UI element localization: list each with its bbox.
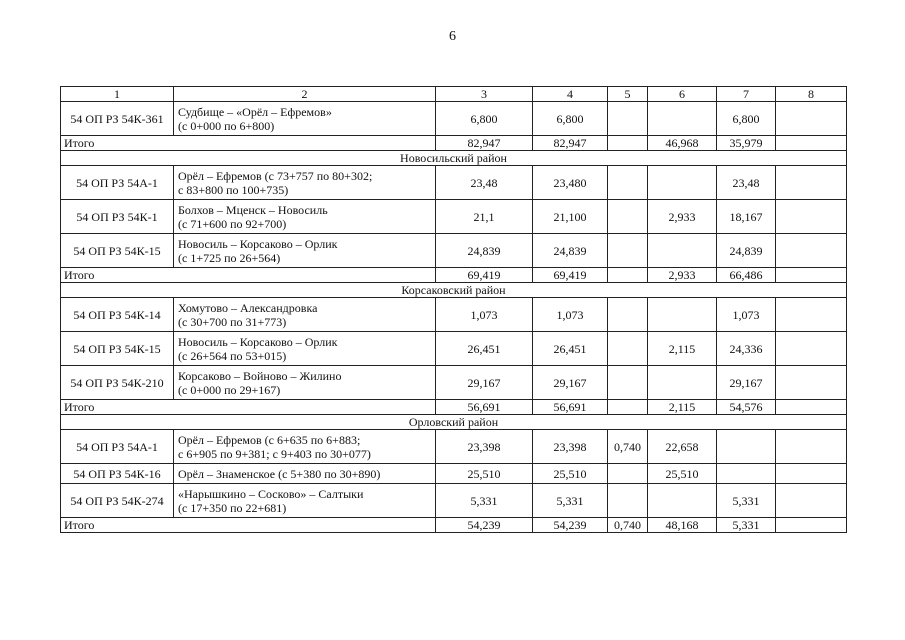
road-code: 54 ОП РЗ 54А-1 — [61, 430, 174, 464]
road-name-line: с 6+905 по 9+381; с 9+403 по 30+077) — [178, 446, 371, 461]
value-c3: 21,1 — [436, 200, 533, 234]
total-label: Итого — [61, 400, 436, 415]
road-name-line: Орёл – Знаменское (с 5+380 по 30+890) — [178, 466, 381, 481]
road-row — [61, 234, 847, 268]
value-c4: 23,398 — [533, 430, 608, 464]
value-c8 — [776, 102, 847, 136]
road-row — [61, 464, 847, 484]
value-c8 — [776, 332, 847, 366]
value-c3: 24,839 — [436, 234, 533, 268]
value-c3: 23,398 — [436, 430, 533, 464]
value-c3: 23,48 — [436, 166, 533, 200]
value-c5 — [608, 464, 648, 484]
road-code: 54 ОП РЗ 54К-210 — [61, 366, 174, 400]
value-c8 — [776, 464, 847, 484]
total-c5 — [608, 136, 648, 151]
total-row — [61, 518, 847, 533]
total-c3: 82,947 — [436, 136, 533, 151]
road-code: 54 ОП РЗ 54К-274 — [61, 484, 174, 518]
road-name-line: с 83+800 по 100+735) — [178, 182, 289, 197]
district-row — [61, 415, 847, 430]
road-name — [174, 430, 436, 464]
road-row — [61, 102, 847, 136]
road-name-line: Болхов – Мценск – Новосиль — [178, 202, 328, 217]
value-c8 — [776, 484, 847, 518]
total-label: Итого — [61, 136, 436, 151]
value-c8 — [776, 366, 847, 400]
value-c4: 29,167 — [533, 366, 608, 400]
district-row — [61, 283, 847, 298]
value-c7 — [717, 430, 776, 464]
road-name — [174, 298, 436, 332]
value-c6 — [648, 366, 717, 400]
road-name-line: (с 0+000 по 6+800) — [178, 118, 275, 133]
road-name — [174, 464, 436, 484]
total-c4: 56,691 — [533, 400, 608, 415]
value-c5 — [608, 234, 648, 268]
total-label: Итого — [61, 268, 436, 283]
total-c8 — [776, 400, 847, 415]
value-c7: 18,167 — [717, 200, 776, 234]
district-row — [61, 151, 847, 166]
road-name-line: Судбище – «Орёл – Ефремов» — [178, 104, 332, 119]
total-c6: 46,968 — [648, 136, 717, 151]
page-number: 6 — [449, 29, 456, 44]
road-row — [61, 166, 847, 200]
value-c5: 0,740 — [608, 430, 648, 464]
road-code: 54 ОП РЗ 54К-15 — [61, 332, 174, 366]
total-c6: 2,933 — [648, 268, 717, 283]
road-name-line: Новосиль – Корсаково – Орлик — [178, 334, 338, 349]
value-c4: 23,480 — [533, 166, 608, 200]
road-name-line: Новосиль – Корсаково – Орлик — [178, 236, 338, 251]
road-name-line: (с 0+000 по 29+167) — [178, 382, 281, 397]
value-c6: 2,115 — [648, 332, 717, 366]
road-name-line: Корсаково – Войново – Жилино — [178, 368, 342, 383]
value-c6 — [648, 484, 717, 518]
value-c4: 21,100 — [533, 200, 608, 234]
value-c3: 5,331 — [436, 484, 533, 518]
total-c6: 48,168 — [648, 518, 717, 533]
roads-table — [60, 86, 847, 533]
value-c3: 26,451 — [436, 332, 533, 366]
road-name-line: Хомутово – Александровка — [178, 300, 318, 315]
total-c8 — [776, 136, 847, 151]
road-name — [174, 366, 436, 400]
total-c7: 54,576 — [717, 400, 776, 415]
road-code: 54 ОП РЗ 54К-361 — [61, 102, 174, 136]
value-c6 — [648, 298, 717, 332]
value-c5 — [608, 102, 648, 136]
value-c4: 5,331 — [533, 484, 608, 518]
road-name-line: «Нарышкино – Сосково» – Салтыки — [178, 486, 364, 501]
total-row — [61, 400, 847, 415]
total-c4: 69,419 — [533, 268, 608, 283]
road-row — [61, 200, 847, 234]
value-c8 — [776, 200, 847, 234]
total-c7: 66,486 — [717, 268, 776, 283]
total-c5 — [608, 268, 648, 283]
road-row — [61, 366, 847, 400]
value-c5 — [608, 332, 648, 366]
road-row — [61, 332, 847, 366]
road-name-line: (с 71+600 по 92+700) — [178, 216, 287, 231]
road-code: 54 ОП РЗ 54К-15 — [61, 234, 174, 268]
total-c3: 69,419 — [436, 268, 533, 283]
value-c4: 1,073 — [533, 298, 608, 332]
road-code: 54 ОП РЗ 54К-1 — [61, 200, 174, 234]
district-name: Новосильский район — [61, 151, 847, 166]
road-code: 54 ОП РЗ 54А-1 — [61, 166, 174, 200]
value-c5 — [608, 484, 648, 518]
district-name: Орловский район — [61, 415, 847, 430]
value-c6: 22,658 — [648, 430, 717, 464]
value-c7: 29,167 — [717, 366, 776, 400]
road-name — [174, 332, 436, 366]
road-name-line: Орёл – Ефремов (с 73+757 по 80+302; — [178, 168, 373, 183]
total-c4: 82,947 — [533, 136, 608, 151]
value-c8 — [776, 430, 847, 464]
total-c8 — [776, 518, 847, 533]
road-code: 54 ОП РЗ 54К-14 — [61, 298, 174, 332]
value-c5 — [608, 166, 648, 200]
value-c7: 24,336 — [717, 332, 776, 366]
header-cell: 4 — [533, 87, 608, 102]
road-name — [174, 200, 436, 234]
value-c7: 1,073 — [717, 298, 776, 332]
total-row — [61, 268, 847, 283]
value-c5 — [608, 298, 648, 332]
road-row — [61, 430, 847, 464]
total-row — [61, 136, 847, 151]
value-c6 — [648, 166, 717, 200]
road-name-line: (с 30+700 по 31+773) — [178, 314, 287, 329]
total-label: Итого — [61, 518, 436, 533]
value-c7: 5,331 — [717, 484, 776, 518]
header-cell: 7 — [717, 87, 776, 102]
header-cell: 5 — [608, 87, 648, 102]
header-row — [61, 87, 847, 102]
total-c6: 2,115 — [648, 400, 717, 415]
value-c4: 26,451 — [533, 332, 608, 366]
header-cell: 2 — [174, 87, 436, 102]
value-c4: 24,839 — [533, 234, 608, 268]
value-c5 — [608, 366, 648, 400]
value-c3: 25,510 — [436, 464, 533, 484]
district-name: Корсаковский район — [61, 283, 847, 298]
total-c5: 0,740 — [608, 518, 648, 533]
value-c4: 6,800 — [533, 102, 608, 136]
total-c3: 56,691 — [436, 400, 533, 415]
road-row — [61, 484, 847, 518]
header-cell: 3 — [436, 87, 533, 102]
road-name-line: (с 17+350 по 22+681) — [178, 500, 287, 515]
road-name-line: (с 1+725 по 26+564) — [178, 250, 281, 265]
header-cell: 6 — [648, 87, 717, 102]
value-c5 — [608, 200, 648, 234]
road-name — [174, 102, 436, 136]
value-c8 — [776, 234, 847, 268]
value-c4: 25,510 — [533, 464, 608, 484]
road-name-line: Орёл – Ефремов (с 6+635 по 6+883; — [178, 432, 361, 447]
value-c8 — [776, 166, 847, 200]
total-c7: 5,331 — [717, 518, 776, 533]
value-c7: 6,800 — [717, 102, 776, 136]
value-c3: 29,167 — [436, 366, 533, 400]
total-c8 — [776, 268, 847, 283]
header-cell: 1 — [61, 87, 174, 102]
road-name — [174, 234, 436, 268]
value-c3: 6,800 — [436, 102, 533, 136]
value-c7: 24,839 — [717, 234, 776, 268]
road-name — [174, 484, 436, 518]
value-c6: 2,933 — [648, 200, 717, 234]
value-c3: 1,073 — [436, 298, 533, 332]
value-c6: 25,510 — [648, 464, 717, 484]
total-c5 — [608, 400, 648, 415]
total-c7: 35,979 — [717, 136, 776, 151]
value-c6 — [648, 234, 717, 268]
road-name-line: (с 26+564 по 53+015) — [178, 348, 287, 363]
road-name — [174, 166, 436, 200]
road-row — [61, 298, 847, 332]
road-code: 54 ОП РЗ 54К-16 — [61, 464, 174, 484]
value-c7: 23,48 — [717, 166, 776, 200]
value-c8 — [776, 298, 847, 332]
value-c6 — [648, 102, 717, 136]
total-c4: 54,239 — [533, 518, 608, 533]
header-cell: 8 — [776, 87, 847, 102]
value-c7 — [717, 464, 776, 484]
total-c3: 54,239 — [436, 518, 533, 533]
